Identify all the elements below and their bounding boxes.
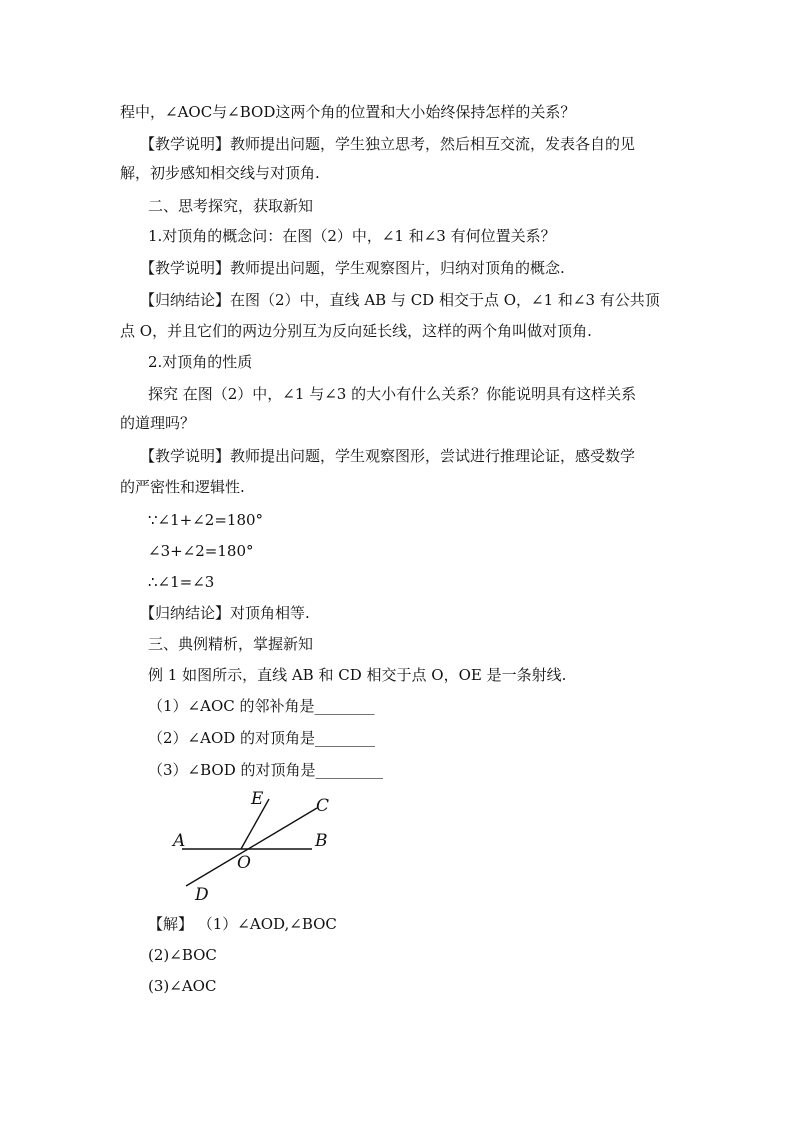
proof-line-3: ∴∠1=∠3	[148, 573, 215, 591]
subheading-property: 2.对顶角的性质	[148, 353, 253, 371]
label-b: B	[315, 831, 328, 851]
text-line-13: 的严密性和逻辑性.	[120, 478, 245, 496]
proof-line-1: ∵∠1+∠2=180°	[148, 511, 264, 529]
solution-line-3: (3)∠AOC	[148, 977, 217, 995]
label-o: O	[237, 853, 251, 873]
question-3: （3）∠BOD 的对顶角是_________	[148, 761, 384, 779]
proof-line-2: ∠3+∠2=180°	[148, 542, 254, 560]
text-line-2: 【教学说明】教师提出问题，学生独立思考，然后相互交流，发表各自的见	[140, 135, 636, 153]
text-line-8: 点 O，并且它们的两边分别互为反向延长线，这样的两个角叫做对顶角.	[120, 322, 592, 340]
label-c: C	[316, 796, 330, 816]
section-heading-2: 二、思考探究，获取新知	[148, 197, 314, 215]
solution-line-1: 【解】 （1）∠AOD,∠BOC	[148, 915, 337, 933]
text-line-6: 【教学说明】教师提出问题，学生观察图片，归纳对顶角的概念.	[140, 259, 565, 277]
text-line-7: 【归纳结论】在图（2）中，直线 AB 与 CD 相交于点 O，∠1 和∠3 有公共顶	[140, 291, 660, 309]
line-cd	[186, 808, 317, 886]
conclusion-line: 【归纳结论】对顶角相等.	[140, 604, 310, 622]
example-statement: 例 1 如图所示，直线 AB 和 CD 相交于点 O，OE 是一条射线.	[148, 666, 567, 684]
text-line-1: 程中，∠AOC与∠BOD这两个角的位置和大小始终保持怎样的关系？	[120, 103, 576, 121]
text-line-12: 【教学说明】教师提出问题，学生观察图形，尝试进行推理论证，感受数学	[140, 447, 636, 465]
section-heading-3: 三、典例精析，掌握新知	[148, 635, 314, 653]
geometry-figure	[170, 786, 370, 908]
solution-line-2: (2)∠BOC	[148, 946, 217, 964]
text-line-5: 1.对顶角的概念问：在图（2）中，∠1 和∠3 有何位置关系？	[148, 227, 556, 245]
question-2: （2）∠AOD 的对顶角是________	[148, 729, 376, 747]
label-e: E	[251, 789, 264, 809]
text-line-10: 探究 在图（2）中，∠1 与∠3 的大小有什么关系？你能说明具有这样关系	[148, 385, 637, 403]
text-line-11: 的道理吗？	[120, 414, 196, 432]
label-a: A	[173, 831, 186, 851]
question-1: （1）∠AOC 的邻补角是________	[148, 697, 375, 715]
text-line-3: 解，初步感知相交线与对顶角.	[120, 164, 320, 182]
label-d: D	[195, 885, 209, 905]
